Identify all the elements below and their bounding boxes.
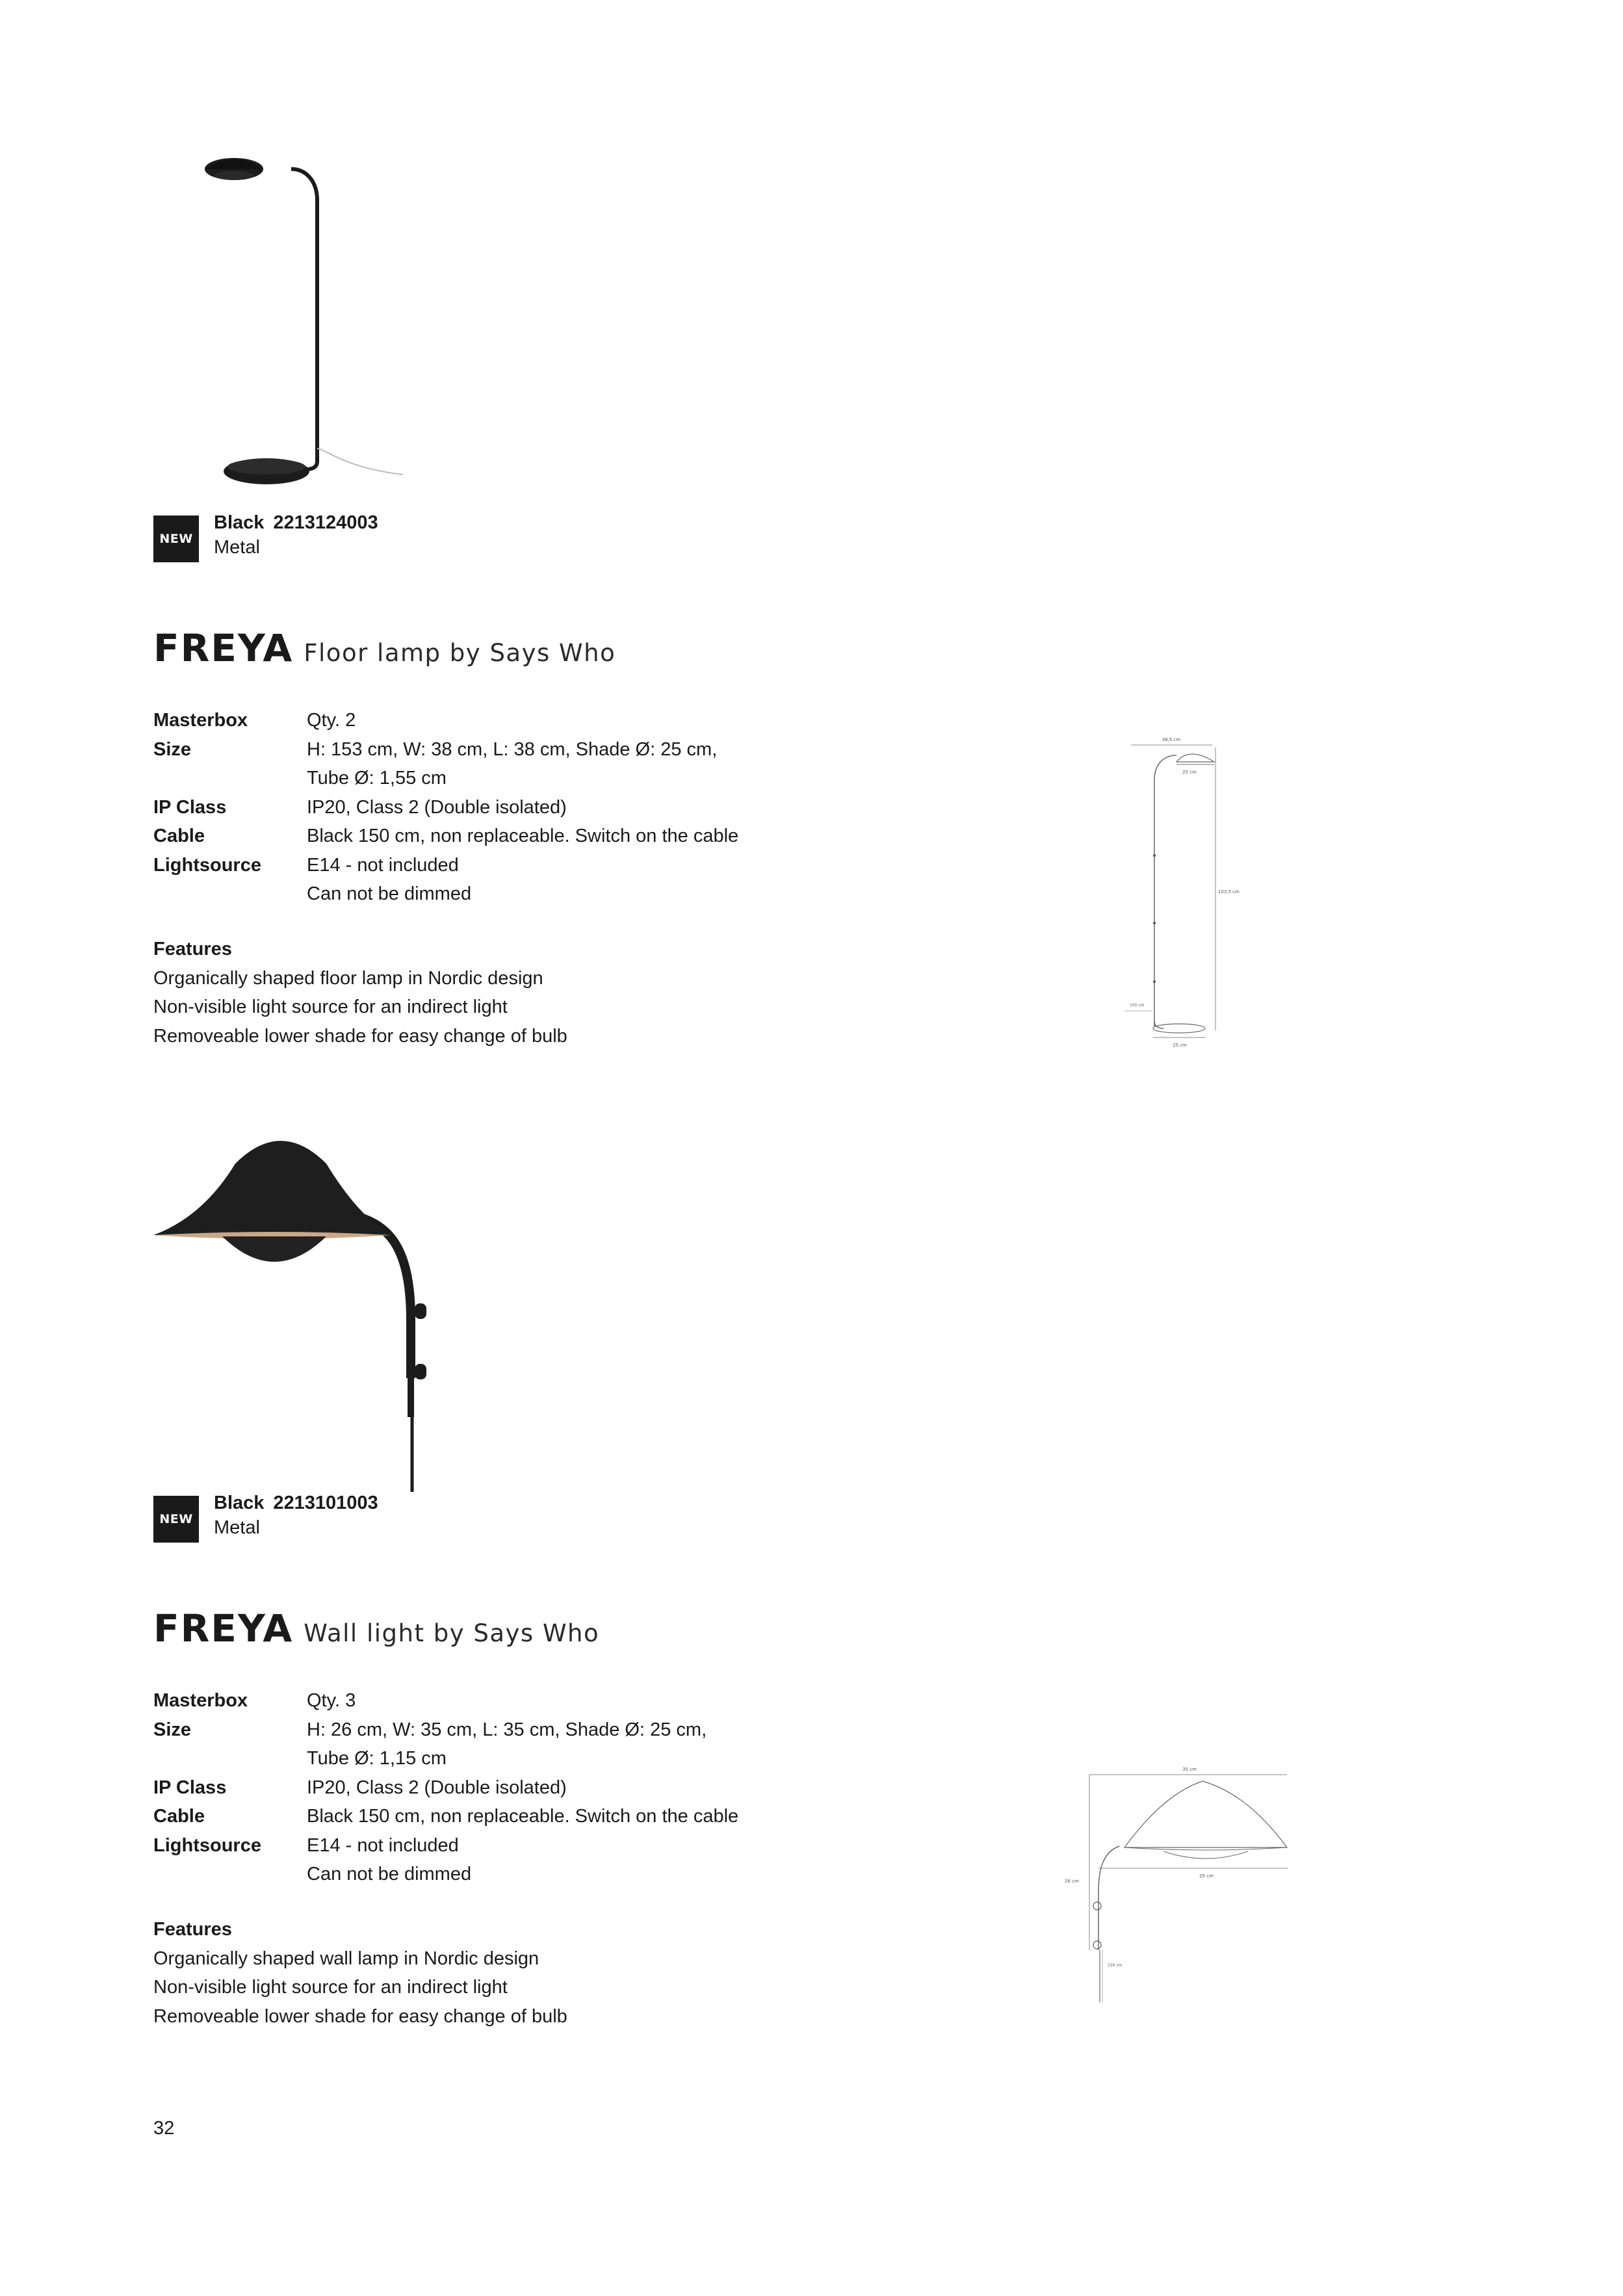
svg-text:38,5 cm: 38,5 cm <box>1162 737 1181 742</box>
wall-light-technical-drawing <box>1059 1755 1293 2002</box>
spec-label: Lightsource <box>153 1834 261 1856</box>
spec-label: Lightsource <box>153 854 261 876</box>
spec-label: Masterbox <box>153 1690 248 1711</box>
spec-row-cable <box>153 1802 738 1831</box>
feature-item: Non-visible light source for an indirect light <box>153 1977 508 1998</box>
spec-value: Qty. 2 <box>307 710 356 731</box>
spec-row-cable <box>153 822 738 851</box>
product-name: FREYA <box>153 1606 294 1650</box>
svg-text:25 cm: 25 cm <box>1182 770 1197 775</box>
spec-table <box>153 706 738 909</box>
feature-item: Non-visible light source for an indirect light <box>153 997 508 1017</box>
svg-text:150 cm: 150 cm <box>1130 1003 1145 1008</box>
svg-text:153,5 cm: 153,5 cm <box>1218 889 1240 894</box>
variant-code: 2213124003 <box>273 512 378 533</box>
floor-lamp-photo <box>195 143 403 494</box>
wall-light-photo <box>151 1131 437 1495</box>
new-badge: NEW <box>153 1496 199 1543</box>
variant-info <box>214 510 378 560</box>
floor-lamp-technical-drawing <box>1111 728 1248 1047</box>
variant-material: Metal <box>214 537 260 558</box>
spec-row-masterbox <box>153 706 738 735</box>
spec-value: IP20, Class 2 (Double isolated) <box>307 1777 567 1798</box>
features-list <box>153 935 567 1050</box>
spec-table <box>153 1686 738 1889</box>
spec-label: Size <box>153 738 192 760</box>
spec-row-size <box>153 1715 738 1773</box>
feature-item: Organically shaped wall lamp in Nordic design <box>153 1948 539 1969</box>
variant-info <box>214 1491 378 1540</box>
spec-row-lightsource <box>153 851 738 909</box>
spec-label: IP Class <box>153 1777 227 1798</box>
spec-value: IP20, Class 2 (Double isolated) <box>307 796 567 818</box>
features-list <box>153 1915 567 2031</box>
spec-label: IP Class <box>153 796 227 818</box>
svg-text:150 cm: 150 cm <box>1108 1963 1123 1968</box>
new-badge: NEW <box>153 515 199 562</box>
spec-row-ip-class <box>153 1773 738 1803</box>
spec-label: Masterbox <box>153 710 248 731</box>
variant-color: Black <box>214 512 265 533</box>
svg-text:25 cm: 25 cm <box>1173 1043 1187 1047</box>
spec-value: H: 153 cm, W: 38 cm, L: 38 cm, Shade Ø: 25 cm, Tube Ø: 1,55 cm <box>307 738 718 789</box>
svg-text:35 cm: 35 cm <box>1182 1767 1197 1772</box>
product-subtitle: Wall light by Says Who <box>304 1619 600 1647</box>
feature-item: Removeable lower shade for easy change of bulb <box>153 1025 567 1047</box>
spec-value: Qty. 3 <box>307 1690 356 1711</box>
variant-material: Metal <box>214 1517 260 1538</box>
spec-label: Size <box>153 1719 192 1740</box>
spec-value: H: 26 cm, W: 35 cm, L: 35 cm, Shade Ø: 25 cm, Tube Ø: 1,15 cm <box>307 1719 707 1769</box>
spec-label: Cable <box>153 1806 205 1827</box>
feature-item: Removeable lower shade for easy change of bulb <box>153 2005 567 2027</box>
svg-text:25 cm: 25 cm <box>1199 1873 1214 1879</box>
spec-value: E14 - not included Can not be dimmed <box>307 854 472 904</box>
variant-code: 2213101003 <box>273 1493 378 1513</box>
spec-row-masterbox <box>153 1686 738 1715</box>
product-title <box>153 1606 599 1650</box>
product-subtitle: Floor lamp by Says Who <box>304 639 616 667</box>
page-number: 32 <box>153 2118 175 2139</box>
spec-row-ip-class <box>153 793 738 822</box>
spec-value: E14 - not included Can not be dimmed <box>307 1834 472 1885</box>
variant-color: Black <box>214 1493 265 1513</box>
features-heading: Features <box>153 939 232 959</box>
product-name: FREYA <box>153 626 294 670</box>
spec-value: Black 150 cm, non replaceable. Switch on the cable <box>307 1806 739 1827</box>
spec-value: Black 150 cm, non replaceable. Switch on the cable <box>307 826 739 846</box>
product-title <box>153 626 616 670</box>
spec-row-size <box>153 735 738 793</box>
svg-text:26 cm: 26 cm <box>1065 1879 1079 1884</box>
features-heading: Features <box>153 1919 232 1940</box>
feature-item: Organically shaped floor lamp in Nordic design <box>153 967 543 989</box>
spec-label: Cable <box>153 826 205 846</box>
spec-row-lightsource <box>153 1831 738 1889</box>
